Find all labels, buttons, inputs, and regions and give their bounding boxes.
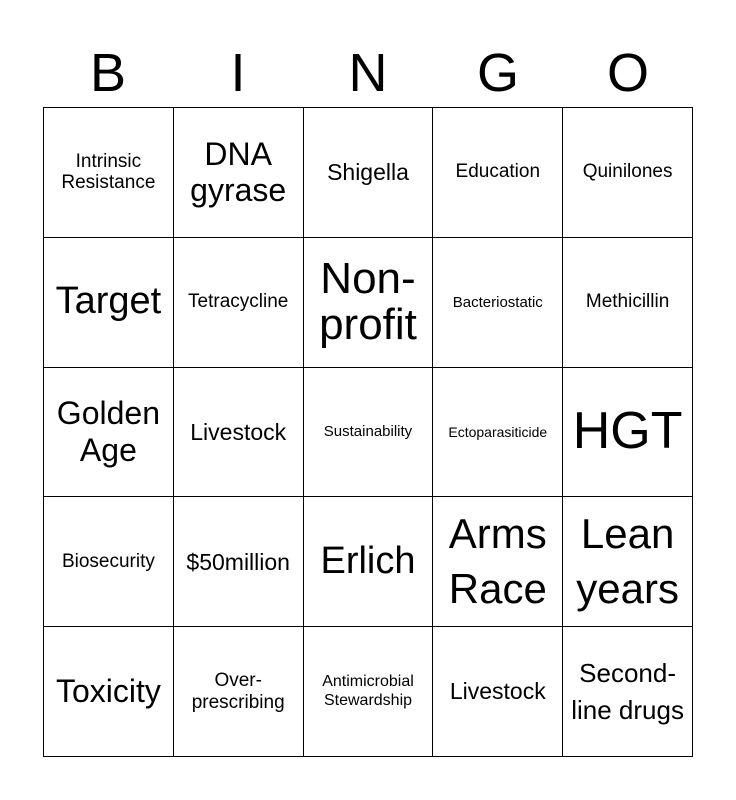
bingo-cell[interactable]: Lean years bbox=[563, 497, 693, 627]
bingo-cell[interactable]: Non-profit bbox=[304, 238, 434, 368]
bingo-grid bbox=[43, 107, 693, 757]
header-letter-o: O bbox=[606, 43, 649, 103]
bingo-cell[interactable]: Second-line drugs bbox=[563, 627, 693, 757]
bingo-cell[interactable]: Methicillin bbox=[563, 238, 693, 368]
bingo-cell[interactable]: Livestock bbox=[174, 368, 304, 498]
bingo-cell[interactable]: Golden Age bbox=[44, 368, 174, 498]
bingo-cell[interactable]: Sustainability bbox=[304, 368, 434, 498]
bingo-cell[interactable]: Target bbox=[44, 238, 174, 368]
header-letter-g: G bbox=[476, 43, 519, 103]
bingo-cell[interactable]: Toxicity bbox=[44, 627, 174, 757]
header-letter-n: N bbox=[348, 43, 388, 103]
bingo-cell[interactable]: Erlich bbox=[304, 497, 434, 627]
bingo-cell[interactable]: Over-prescribing bbox=[174, 627, 304, 757]
header-letter-b: B bbox=[89, 43, 127, 103]
bingo-cell[interactable]: Tetracycline bbox=[174, 238, 304, 368]
bingo-header bbox=[43, 40, 693, 106]
bingo-cell[interactable]: Biosecurity bbox=[44, 497, 174, 627]
bingo-cell[interactable]: HGT bbox=[563, 368, 693, 498]
bingo-cell[interactable]: Ectoparasiticide bbox=[433, 368, 563, 498]
bingo-cell[interactable]: Bacteriostatic bbox=[433, 238, 563, 368]
bingo-cell[interactable]: Education bbox=[433, 108, 563, 238]
header-letter-i: I bbox=[230, 43, 246, 103]
bingo-cell[interactable]: DNA gyrase bbox=[174, 108, 304, 238]
bingo-cell[interactable]: Arms Race bbox=[433, 497, 563, 627]
bingo-cell[interactable]: Quinilones bbox=[563, 108, 693, 238]
bingo-cell[interactable]: $50million bbox=[174, 497, 304, 627]
bingo-cell[interactable]: Intrinsic Resistance bbox=[44, 108, 174, 238]
bingo-cell[interactable]: Shigella bbox=[304, 108, 434, 238]
bingo-cell[interactable]: Antimicrobial Stewardship bbox=[304, 627, 434, 757]
bingo-cell[interactable]: Livestock bbox=[433, 627, 563, 757]
